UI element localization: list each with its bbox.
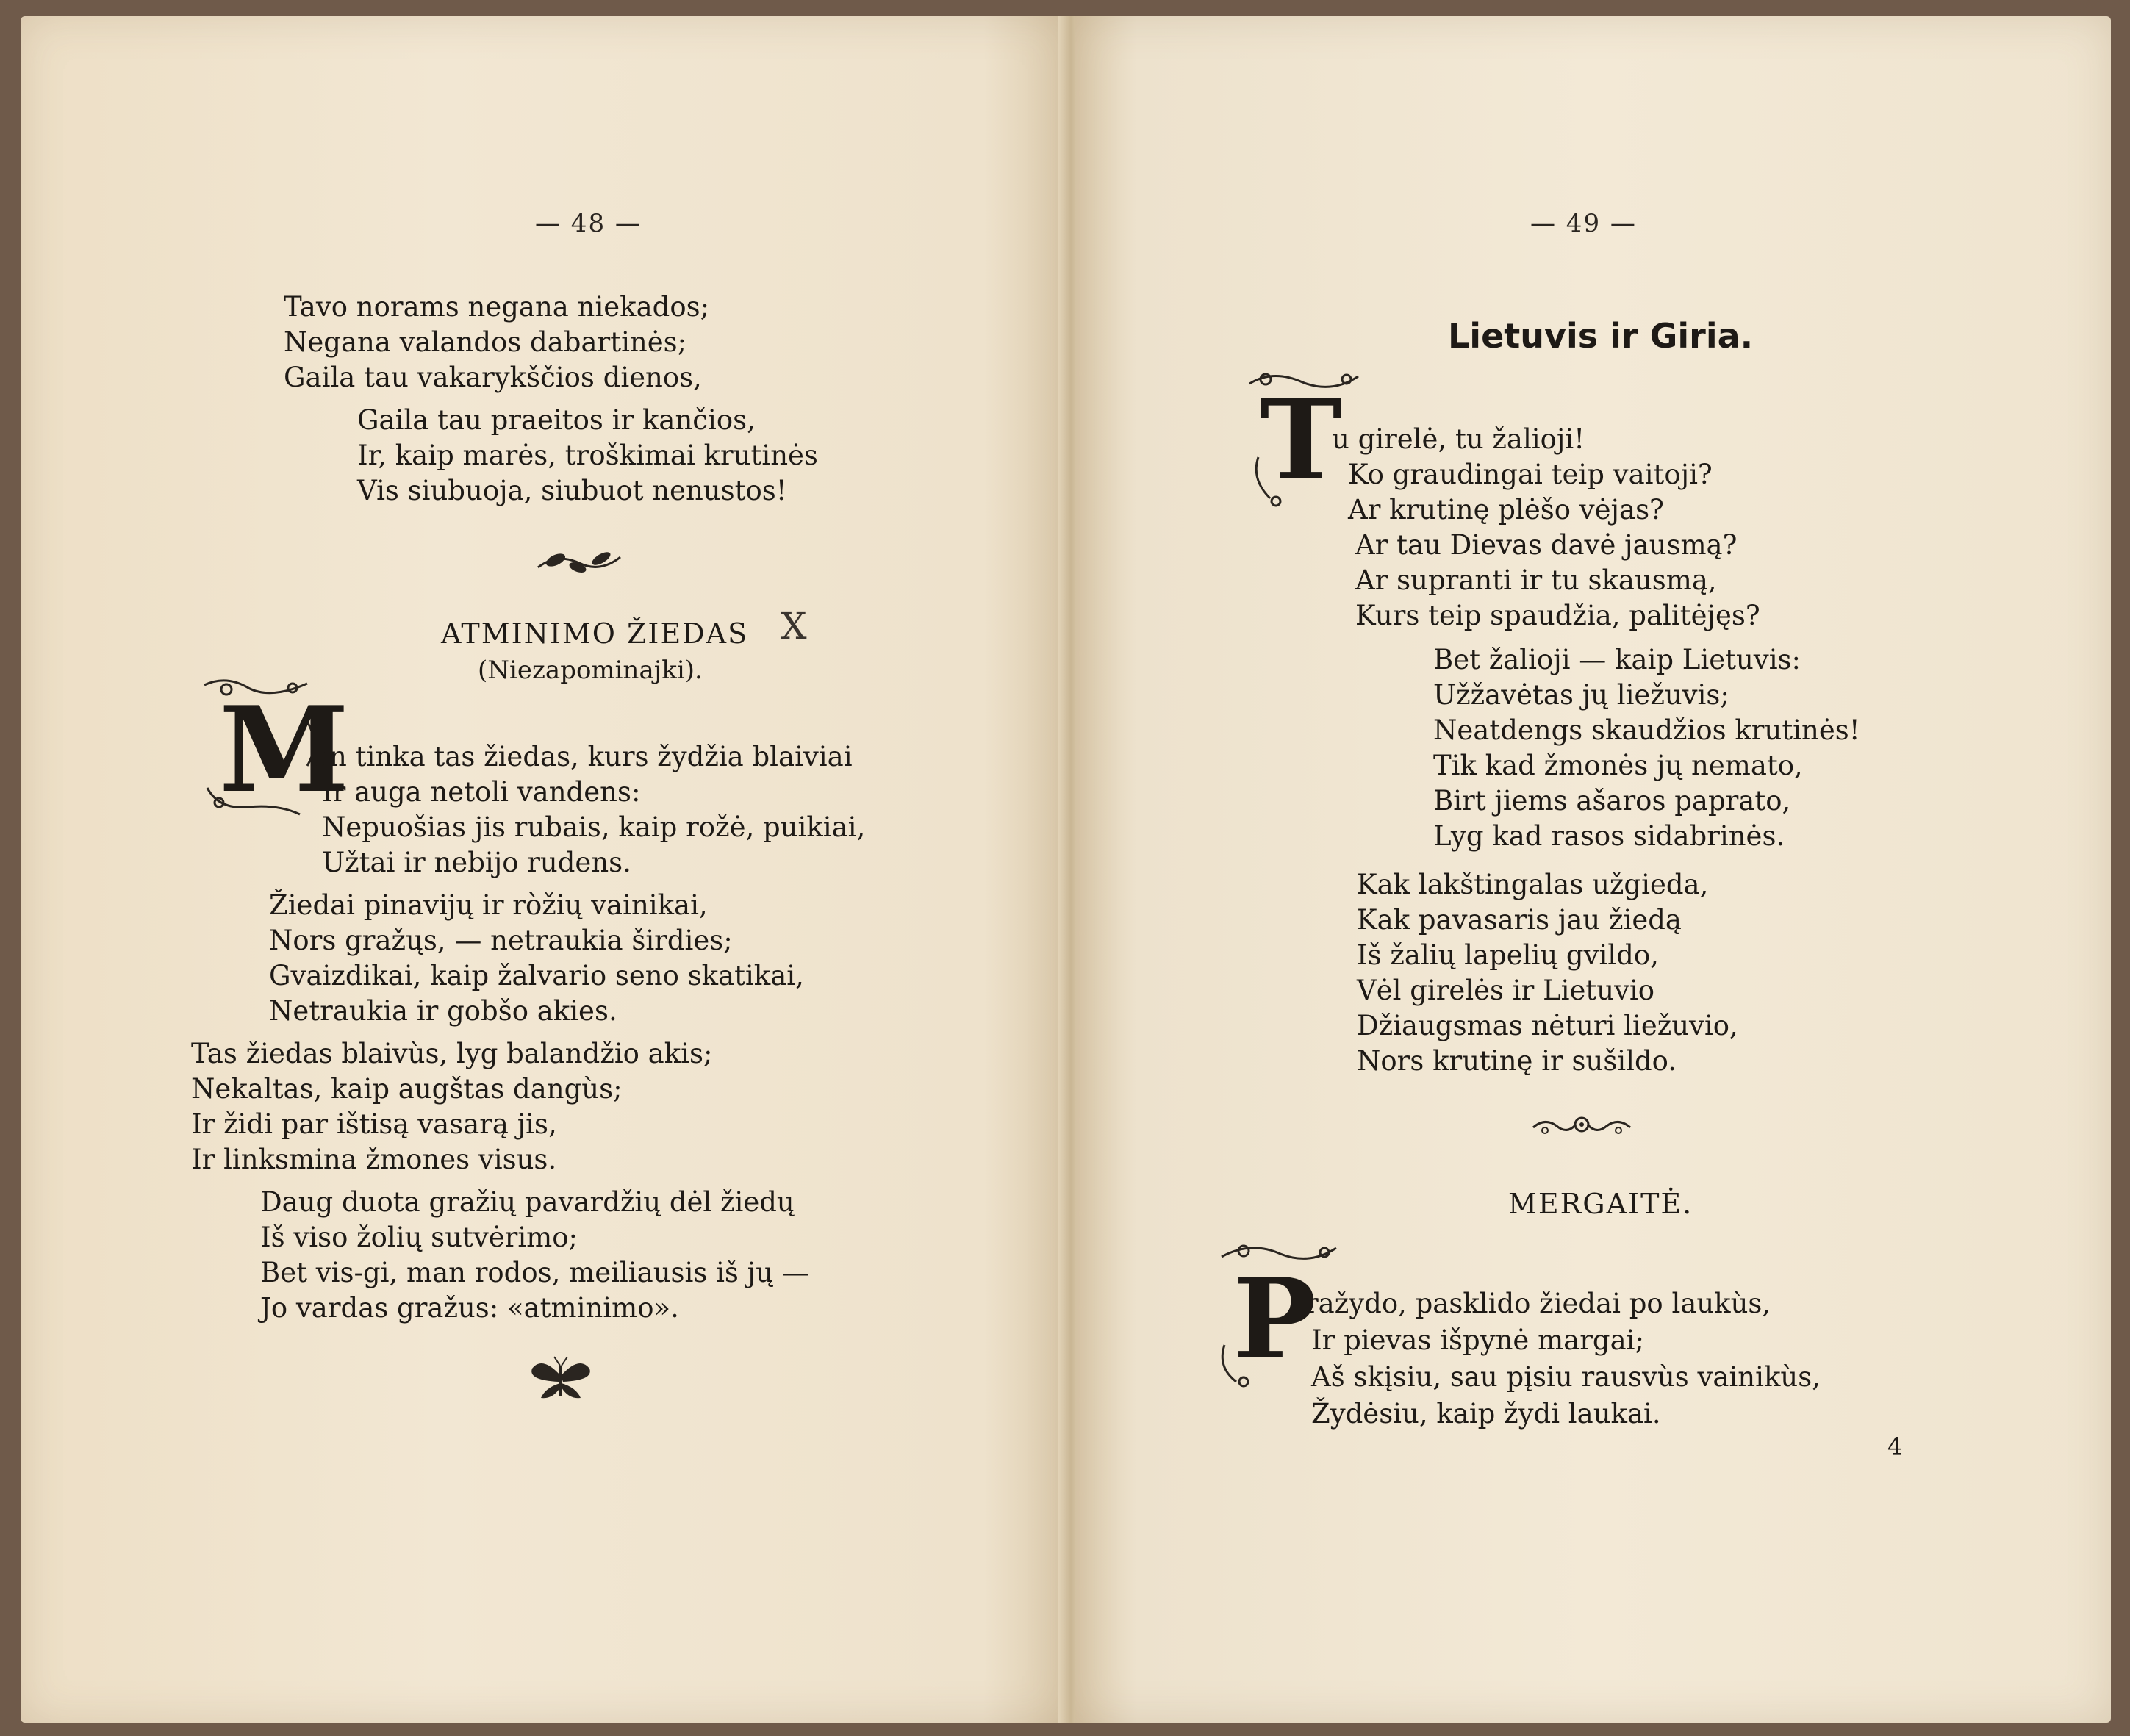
- poem-line: Gaila tau praeitos ir kančios,: [357, 404, 756, 436]
- poem-line: Tavo norams negana niekados;: [284, 291, 710, 323]
- poem-line: Negana valandos dabartinės;: [284, 326, 687, 358]
- poem-line: ražydo, pasklido žiedai po laukùs,: [1305, 1288, 1771, 1319]
- poem-line: Birt jiems ašaros paprato,: [1433, 785, 1791, 817]
- poem-line: Neatdengs skaudžios krutinės!: [1433, 714, 1860, 746]
- page-number: — 49 —: [1530, 209, 1637, 238]
- initial-letter: T: [1260, 376, 1342, 505]
- poem-line: Netraukia ir gobšo akies.: [269, 995, 617, 1027]
- poem-line: Bet vis-gi, man rodos, meiliausis iš jų —: [260, 1257, 809, 1288]
- poem-line: Ir auga netoli vandens:: [322, 776, 641, 808]
- poem-title: Lietuvis ir Giria.: [1448, 316, 1754, 356]
- poem-line: Vis siubuoja, siubuot nenustos!: [357, 475, 787, 506]
- poem-line: Aš skįsiu, sau pįsiu rausvùs vainikùs,: [1311, 1361, 1821, 1393]
- poem-line: Žydėsiu, kaip žydi laukai.: [1311, 1398, 1661, 1430]
- poem-title: MERGAITĖ.: [1508, 1188, 1693, 1220]
- poem-title: ATMINIMO ŽIEDAS: [441, 617, 749, 650]
- poem-line: Bet žalioji — kaip Lietuvis:: [1433, 644, 1801, 675]
- poem-line: Kurs teip spaudžia, palitėjęs?: [1355, 600, 1760, 631]
- poem-line: Nors gražųs, — netraukia širdies;: [269, 925, 733, 956]
- poem-line: Ir, kaip marės, troškimai krutinės: [357, 440, 818, 471]
- poem-subtitle: (Niezapominajki).: [478, 656, 703, 685]
- poem-line: Tas žiedas blaivùs, lyg balandžio akis;: [191, 1038, 713, 1069]
- left-page: [21, 16, 1067, 1723]
- poem-line: Nors krutinę ir sušildo.: [1357, 1045, 1677, 1077]
- pencil-mark: X: [781, 605, 807, 648]
- initial-letter: P: [1233, 1255, 1316, 1384]
- poem-line: Nepuošias jis rubais, kaip rožė, puikiai,: [322, 811, 866, 843]
- poem-line: Kak lakštingalas užgieda,: [1357, 869, 1709, 900]
- poem-line: Nekaltas, kaip augštas dangùs;: [191, 1073, 623, 1105]
- poem-line: Ko graudingai teip vaitoji?: [1348, 459, 1713, 490]
- poem-line: Gvaizdikai, kaip žalvario seno skatikai,: [269, 960, 804, 991]
- poem-line: Lyg kad rasos sidabrinės.: [1433, 820, 1785, 852]
- poem-line: Vėl girelės ir Lietuvio: [1357, 975, 1655, 1006]
- poem-line: Užžavėtas jų liežuvis;: [1433, 679, 1729, 711]
- poem-line: Daug duota gražių pavardžių dėl žiedų: [260, 1186, 795, 1218]
- signature-mark: 4: [1887, 1432, 1903, 1460]
- poem-line: Iš žalių lapelių gvildo,: [1357, 939, 1659, 971]
- poem-line: Ar krutinę plėšo vėjas?: [1348, 494, 1664, 526]
- butterfly-icon: [528, 1355, 594, 1402]
- poem-line: Iš viso žolių sutvėrimo;: [260, 1222, 578, 1253]
- poem-line: Ar supranti ir tu skausmą,: [1355, 564, 1717, 596]
- poem-line: Ir linksmina žmones visus.: [191, 1144, 557, 1175]
- poem-line: Ir pievas išpynė margai;: [1311, 1324, 1644, 1356]
- leaf-ornament-icon: [535, 545, 623, 578]
- poem-line: Džiaugsmas nėturi liežuvio,: [1357, 1010, 1738, 1041]
- initial-letter: M: [219, 681, 350, 819]
- decorative-initial: [197, 678, 350, 819]
- poem-line: Kak pavasaris jau žiedą: [1357, 904, 1682, 936]
- poem-line: Jo vardas gražus: «atminimo».: [260, 1292, 679, 1324]
- poem-line: Ir židi par ištisą vasarą jis,: [191, 1108, 557, 1140]
- scroll-ornament-icon: [1530, 1111, 1633, 1141]
- poem-line: Žiedai pinavijų ir ròžių vainikai,: [269, 889, 708, 921]
- poem-line: Užtai ir nebijo rudens.: [322, 847, 631, 878]
- poem-line: Ar tau Dievas davė jausmą?: [1355, 529, 1738, 561]
- poem-line: an tinka tas žiedas, kurs žydžia blaiviai: [313, 741, 853, 772]
- page-number: — 48 —: [535, 209, 642, 238]
- poem-line: Tik kad žmonės jų nemato,: [1433, 750, 1803, 781]
- poem-line: u girelė, tu žalioji!: [1332, 423, 1585, 455]
- right-page: [1075, 16, 2111, 1723]
- poem-line: Gaila tau vakarykščios dienos,: [284, 362, 702, 393]
